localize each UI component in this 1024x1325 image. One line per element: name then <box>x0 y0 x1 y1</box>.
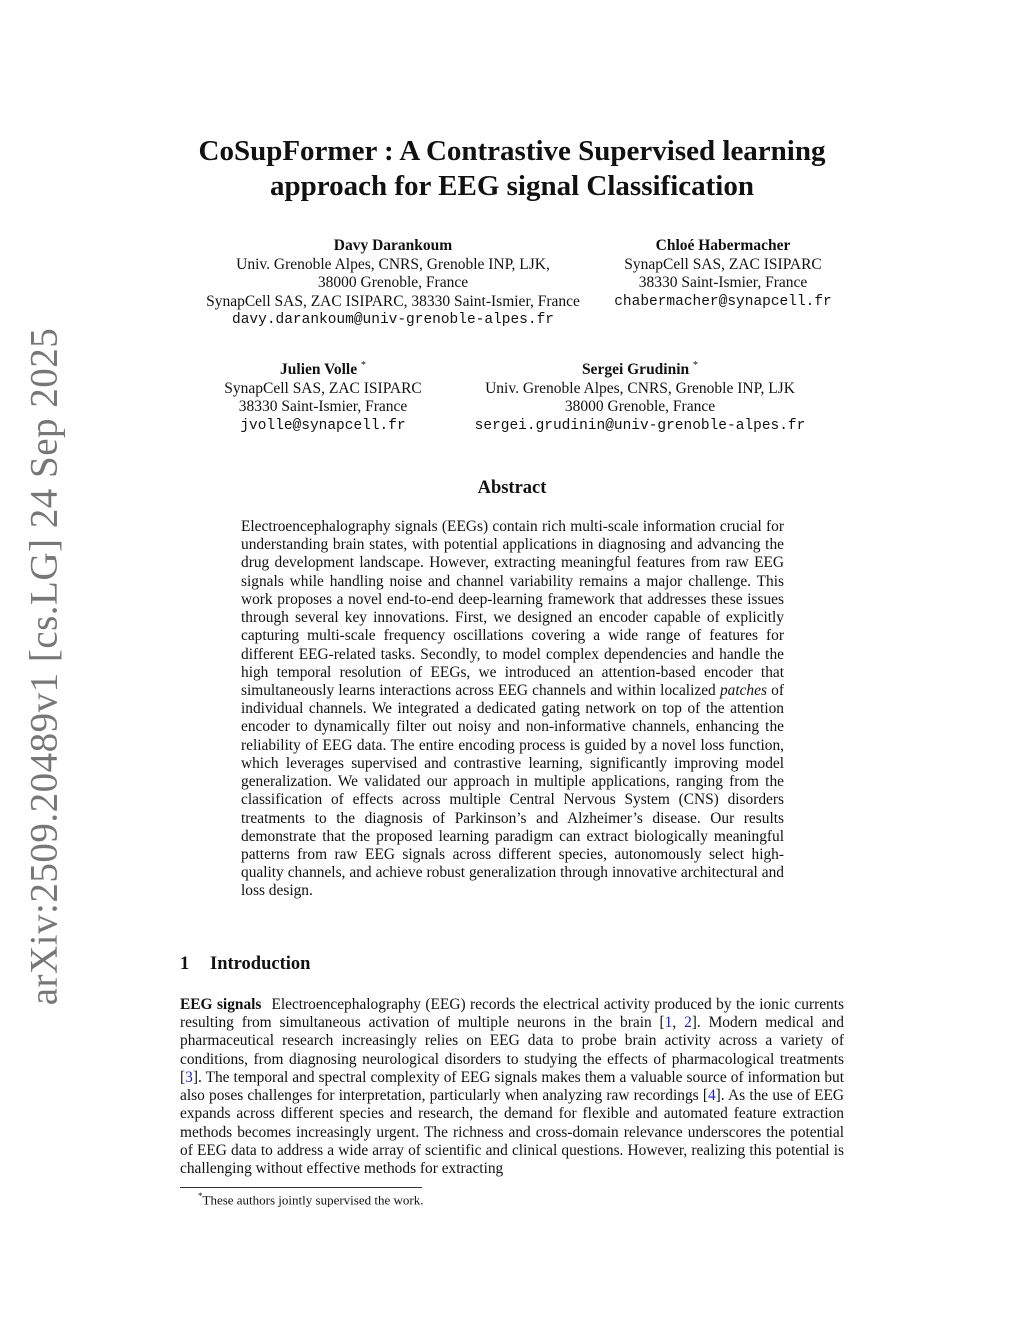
footnote-divider <box>180 1187 422 1188</box>
title-line-2: approach for EEG signal Classification <box>270 170 754 202</box>
author-name: Sergei Grudinin * <box>581 360 699 379</box>
author-email[interactable]: jvolle@synapcell.fr <box>240 417 406 434</box>
section-title: Introduction <box>210 954 311 974</box>
intro-text-run: ]. Modern medical and pharmaceutical research increasingly relies on EEG data to probe brain activity across a variety of conditions, from diagnosing neurological disorders to studying the effects of pharmacological treatments [ <box>180 1014 844 1086</box>
citation-link[interactable]: 2 <box>684 1014 692 1032</box>
intro-text-run: ]. As the use of EEG expands across different species and research, the demand for flexible and automated feature extraction methods becomes increasingly urgent. The richness and cross-domain relevance underscores the potential of EEG data to address a wide array of scientific and clinical questions. However, realizing this potential is challenging without effective methods for extracting <box>180 1087 844 1177</box>
introduction-text <box>180 996 844 1177</box>
author-affiliation: SynapCell SAS, ZAC ISIPARC, 38330 Saint-Ismier, France <box>206 292 580 310</box>
section-number: 1 <box>180 954 190 974</box>
author-block-2 <box>608 237 838 311</box>
abstract-heading: Abstract <box>477 478 547 498</box>
paragraph-runin-heading: EEG signals <box>180 996 262 1013</box>
citation-link[interactable]: 1 <box>664 1014 673 1032</box>
intro-text-run: Electroencephalography (EEG) records the electrical activity produced by the ionic currents resulting from simultaneous activation of multiple neurons in the brain [ <box>180 996 844 1032</box>
section-heading-introduction <box>180 954 310 975</box>
abstract-text: Electroencephalography signals (EEGs) contain rich multi-scale information crucial for understanding brain states, with potential applications in diagnosing and advancing the drug development landscape. However, extracting meaningful features from raw EEG signals while handling noise and channel variability remains a major challenge. This work proposes a novel end-to-end deep-learning framework that addresses these issues through several key innovations. First, we designed an encoder capable of explicitly capturing multi-scale frequency oscillations covering a wide range of features for different EEG-related tasks. Secondly, to model complex dependencies and handle the high temporal resolution of EEGs, we introduced an attention-based encoder that simultaneously learns interactions across EEG channels and within localized patches of individual channels. We integrated a dedicated gating network on top of the attention encoder to dynamically filter out noisy and non-informative channels, enhancing the reliability of EEG data. The entire encoding process is guided by a novel loss function, which leverages supervised and contrastive learning, significantly improving model generalization. We validated our approach in multiple applications, ranging from the classification of effects across multiple Central Nervous System (CNS) disorders treatments to the diagnosis of Parkinson’s and Alzheimer’s disease. Our results demonstrate that the proposed learning paradigm can extract biologically meaningful patterns from raw EEG signals across different species, autonomously select high-quality channels, and achieve robust generalization through innovative architectural and loss design. <box>241 518 784 900</box>
author-email[interactable]: sergei.grudinin@univ-grenoble-alpes.fr <box>474 417 806 434</box>
author-affiliation: Univ. Grenoble Alpes, CNRS, Grenoble INP, LJK <box>485 379 795 397</box>
arxiv-identifier: arXiv:2509.20489v1 [cs.LG] 24 Sep 2025 <box>22 327 66 1005</box>
author-affiliation: SynapCell SAS, ZAC ISIPARC <box>224 379 422 397</box>
footnote-mark: * <box>198 1191 203 1201</box>
citation-link[interactable]: 3 <box>185 1068 193 1086</box>
author-email[interactable]: chabermacher@synapcell.fr <box>614 293 832 310</box>
author-affiliation: 38330 Saint-Ismier, France <box>638 274 808 291</box>
introduction-paragraph <box>180 996 844 1178</box>
abstract-italic-term: patches <box>719 681 767 699</box>
title-line-1: CoSupFormer : A Contrastive Supervised learning <box>198 135 826 167</box>
author-affiliation: 38000 Grenoble, France <box>564 398 716 416</box>
joint-supervision-mark: * <box>693 360 699 371</box>
author-affiliation: 38000 Grenoble, France <box>317 274 469 291</box>
author-block-3 <box>200 357 446 435</box>
author-name: Julien Volle * <box>280 360 366 379</box>
footnote-text: These authors jointly supervised the work. <box>202 1192 424 1208</box>
intro-text-run: ]. The temporal and spectral complexity of EEG signals makes them a valuable source of information but also poses challenges for interpretation, particularly when analyzing raw recordings [ <box>180 1068 844 1105</box>
intro-text-run: , <box>672 1014 685 1032</box>
author-affiliation: 38330 Saint-Ismier, France <box>238 398 408 416</box>
author-block-4 <box>460 357 820 435</box>
author-name: Chloé Habermacher <box>655 237 791 254</box>
arxiv-side-stamp <box>20 327 68 1005</box>
author-affiliation: Univ. Grenoble Alpes, CNRS, Grenoble INP, LJK, <box>236 255 550 273</box>
footnote <box>198 1191 423 1208</box>
paper-title <box>180 134 844 204</box>
author-name: Davy Darankoum <box>333 237 453 254</box>
joint-supervision-mark: * <box>360 360 366 371</box>
citation-link[interactable]: 4 <box>707 1087 716 1105</box>
author-affiliation: SynapCell SAS, ZAC ISIPARC <box>624 255 822 273</box>
author-email[interactable]: davy.darankoum@univ-grenoble-alpes.fr <box>232 312 554 328</box>
author-block-1 <box>180 237 606 330</box>
